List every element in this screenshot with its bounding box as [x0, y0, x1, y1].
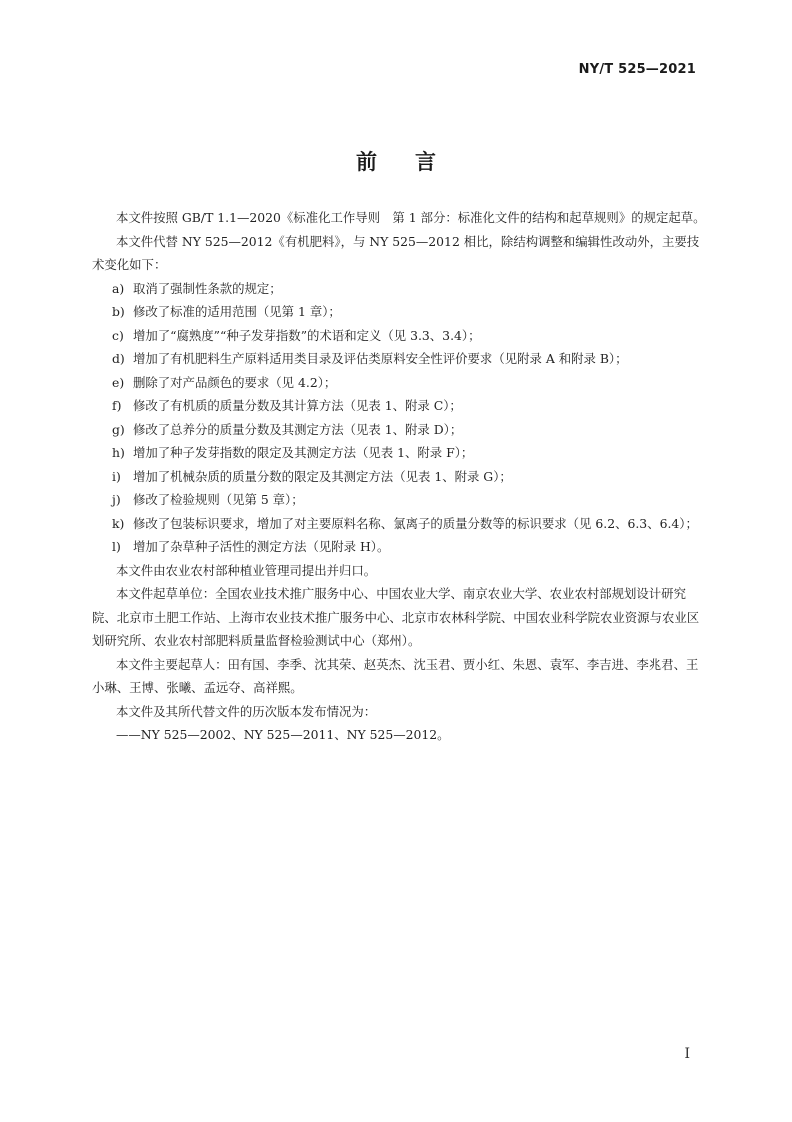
list-marker: i)	[112, 468, 121, 484]
drafting-units-paragraph: 本文件起草单位：全国农业技术推广服务中心、中国农业大学、南京农业大学、农业农村部规划设计研究院、北京市土肥工作站、上海市农业技术推广服务中心、北京市农林科学院、中国农业科学院农业资源与农业区划研究所、农业农村部肥料质量监督检验测试中心（郑州）。	[92, 586, 700, 648]
list-item-text: 增加了种子发芽指数的限定及其测定方法（见表 1、附录 F）；	[133, 445, 474, 460]
list-marker: b)	[112, 304, 125, 319]
list-item	[92, 347, 710, 371]
page-title: 前言	[356, 150, 474, 174]
list-item	[92, 465, 710, 489]
list-item	[92, 324, 710, 348]
list-marker: d)	[112, 351, 125, 366]
list-item	[92, 535, 710, 559]
history-list-item: ——NY 525—2002、NY 525—2011、NY 525—2012。	[116, 727, 450, 742]
changes-list	[92, 277, 710, 559]
list-item-text: 增加了“腐熟度”“种子发芽指数”的术语和定义（见 3.3、3.4）；	[133, 327, 481, 343]
list-marker: l)	[112, 539, 121, 554]
list-marker: f)	[112, 398, 122, 413]
list-item-text: 取消了强制性条款的规定；	[133, 280, 282, 296]
drafting-rule-paragraph: 本文件按照 GB/T 1.1—2020《标准化工作导则 第 1 部分：标准化文件的结构和起草规则》的规定起草。	[116, 210, 706, 225]
history-list	[92, 723, 710, 747]
standard-code: NY/T 525—2021	[578, 62, 696, 77]
list-item	[92, 418, 710, 442]
list-item	[92, 441, 710, 465]
list-item-text: 修改了标准的适用范围（见第 1 章）；	[133, 304, 341, 319]
list-marker: k)	[112, 515, 125, 531]
list-item-text: 修改了有机质的质量分数及其计算方法（见表 1、附录 C）；	[133, 398, 462, 413]
list-marker: a)	[112, 280, 125, 296]
proposer-paragraph: 本文件由农业农村部种植业管理司提出并归口。	[116, 562, 377, 578]
history-intro-paragraph: 本文件及其所代替文件的历次版本发布情况为：	[116, 703, 377, 719]
list-marker: c)	[112, 327, 124, 343]
list-item-text: 增加了有机肥料生产原料适用类目录及评估类原料安全性评价要求（见附录 A 和附录 B）；	[133, 351, 628, 366]
list-item	[92, 371, 710, 395]
drafters-paragraph: 本文件主要起草人：田有国、李季、沈其荣、赵英杰、沈玉君、贾小红、朱恩、袁军、李吉进、李兆君、王小琳、王博、张曦、孟远夺、高祥熙。	[92, 656, 699, 695]
list-item-text: 增加了机械杂质的质量分数的限定及其测定方法（见表 1、附录 G）；	[133, 468, 512, 484]
list-item	[92, 512, 710, 536]
replaces-paragraph: 本文件代替 NY 525—2012《有机肥料》，与 NY 525—2012 相比，除结构调整和编辑性改动外，主要技术变化如下：	[92, 233, 700, 272]
page-number: I	[684, 1046, 690, 1062]
list-item-text: 删除了对产品颜色的要求（见 4.2）；	[133, 374, 337, 390]
list-item-text: 修改了检验规则（见第 5 章）；	[133, 492, 304, 507]
list-item-text: 增加了杂草种子活性的测定方法（见附录 H）。	[133, 539, 390, 554]
list-item-text: 修改了总养分的质量分数及其测定方法（见表 1、附录 D）；	[133, 421, 463, 437]
list-item	[92, 394, 710, 418]
list-item	[92, 277, 710, 301]
list-item	[92, 300, 710, 324]
foreword-body	[92, 206, 710, 747]
list-marker: h)	[112, 445, 125, 460]
list-marker: e)	[112, 374, 125, 390]
list-marker: g)	[112, 421, 125, 437]
list-item	[92, 488, 710, 512]
list-marker: j)	[112, 492, 121, 507]
list-item-text: 修改了包装标识要求，增加了对主要原料名称、氯离子的质量分数等的标识要求（见 6.2、6.3、6.4）；	[133, 515, 698, 531]
